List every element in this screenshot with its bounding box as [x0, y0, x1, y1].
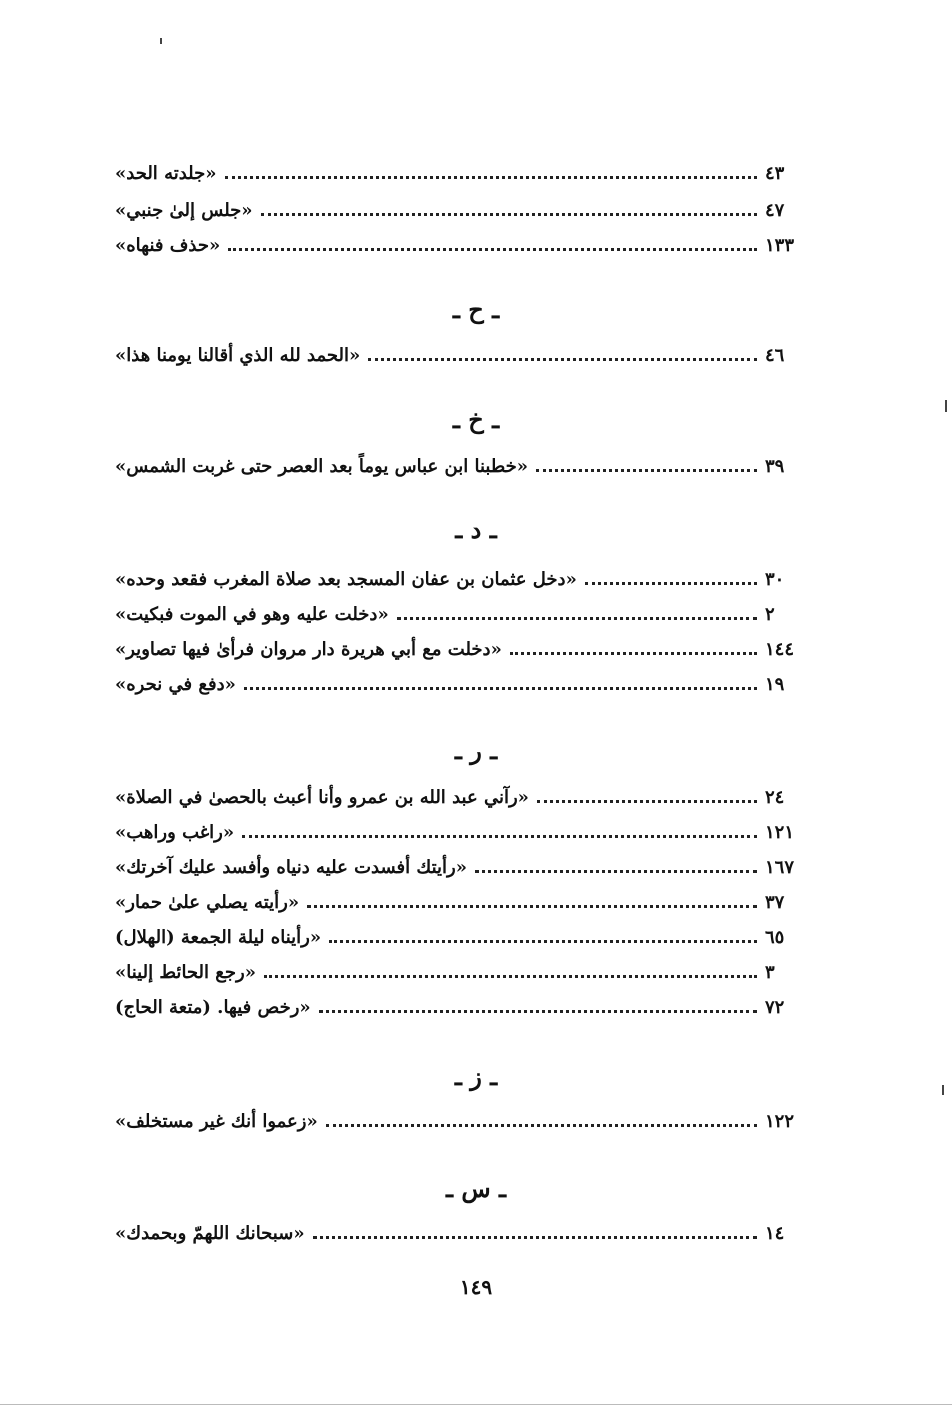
leader-dots	[242, 835, 757, 838]
leader-dots	[368, 358, 757, 361]
index-entry	[115, 156, 805, 190]
index-entry	[115, 228, 805, 262]
entry-page-number: ٤٣	[765, 162, 785, 184]
index-entry	[115, 920, 805, 954]
leader-dots	[313, 1236, 757, 1239]
index-entry	[115, 955, 805, 989]
index-entry	[115, 1216, 805, 1250]
leader-dots	[261, 213, 757, 216]
entry-page-number: ٣٧	[765, 891, 785, 913]
entry-page-number: ١٩	[765, 673, 785, 695]
section-heading-dal: ـ د ـ	[455, 515, 497, 544]
entry-page-number: ٣	[765, 961, 775, 983]
leader-dots	[510, 652, 757, 655]
page-number: ١٤٩	[459, 1275, 493, 1299]
entry-page-number: ٤٧	[765, 199, 785, 221]
entry-text: «رأيتك أفسدت عليه دنياه وأفسد عليك آخرتك»	[115, 856, 467, 878]
leader-dots	[264, 975, 757, 978]
entry-text: «دخلت مع أبي هريرة دار مروان فرأىٰ فيها تصاوير»	[115, 638, 502, 660]
leader-dots	[536, 469, 757, 472]
entry-text: «دفع في نحره»	[115, 673, 236, 695]
index-entry	[115, 990, 805, 1024]
leader-dots	[307, 905, 757, 908]
section-heading-sin: ـ س ـ	[445, 1174, 507, 1203]
entry-page-number: ١٤	[765, 1222, 785, 1244]
section-heading-kha: ـ خ ـ	[452, 405, 500, 434]
scan-speck	[942, 1085, 944, 1095]
leader-dots	[397, 617, 757, 620]
index-entry	[115, 338, 805, 372]
entry-text: «زعموا أنك غير مستخلف»	[115, 1110, 318, 1132]
leader-dots	[228, 248, 757, 251]
entry-page-number: ٢	[765, 603, 775, 625]
section-heading-ha: ـ ح ـ	[452, 295, 500, 324]
leader-dots	[537, 800, 757, 803]
index-entry	[115, 780, 805, 814]
index-entry	[115, 562, 805, 596]
entry-page-number: ٦٥	[765, 926, 785, 948]
index-entry	[115, 667, 805, 701]
entry-page-number: ١٦٧	[765, 856, 795, 878]
entry-page-number: ١٢٢	[765, 1110, 795, 1132]
entry-text: «رخص فيها. (متعة الحاج)	[115, 996, 311, 1018]
entry-text: «دخل عثمان بن عفان المسجد بعد صلاة المغرب فقعد وحده»	[115, 568, 577, 590]
entry-page-number: ١٤٤	[765, 638, 795, 660]
entry-page-number: ٤٦	[765, 344, 785, 366]
entry-page-number: ٣٩	[765, 455, 785, 477]
entry-text: «حذف فنهاه»	[115, 234, 221, 256]
entry-text: «خطبنا ابن عباس يوماً بعد العصر حتى غربت الشمس»	[115, 455, 528, 477]
scan-speck	[945, 400, 947, 412]
leader-dots	[244, 687, 757, 690]
entry-text: «الحمد لله الذي أقالنا يومنا هذا»	[115, 344, 361, 366]
section-heading-ra: ـ ر ـ	[454, 736, 498, 765]
index-entry	[115, 1104, 805, 1138]
leader-dots	[329, 940, 757, 943]
leader-dots	[585, 582, 757, 585]
entry-text: «دخلت عليه وهو في الموت فبكيت»	[115, 603, 389, 625]
entry-page-number: ٧٢	[765, 996, 785, 1018]
leader-dots	[326, 1124, 757, 1127]
entry-page-number: ١٢١	[765, 821, 795, 843]
entry-text: «جلدته الحد»	[115, 162, 217, 184]
index-entry	[115, 193, 805, 227]
leader-dots	[319, 1010, 757, 1013]
entry-page-number: ١٣٣	[765, 234, 795, 256]
leader-dots	[475, 870, 757, 873]
section-heading-zay: ـ ز ـ	[454, 1062, 498, 1091]
entry-page-number: ٣٠	[765, 568, 785, 590]
index-entry	[115, 815, 805, 849]
entry-text: «رآني عبد الله بن عمرو وأنا أعبث بالحصىٰ في الصلاة»	[115, 786, 529, 808]
entry-text: «سبحانك اللهمّ وبحمدك»	[115, 1222, 305, 1244]
leader-dots	[225, 176, 757, 179]
index-entry	[115, 632, 805, 666]
entry-text: «رأيته يصلي علىٰ حمار»	[115, 891, 300, 913]
entry-text: «رجع الحائط إلينا»	[115, 961, 256, 983]
scan-speck	[160, 38, 162, 44]
entry-text: «رأيناه ليلة الجمعة (الهلال)	[115, 926, 322, 948]
index-entry	[115, 597, 805, 631]
index-entry	[115, 885, 805, 919]
entry-text: «جلس إلىٰ جنبي»	[115, 199, 253, 221]
scan-edge-line	[0, 1404, 952, 1405]
index-entry	[115, 850, 805, 884]
entry-text: «راغب وراهب»	[115, 821, 235, 843]
entry-page-number: ٢٤	[765, 786, 785, 808]
index-entry	[115, 449, 805, 483]
